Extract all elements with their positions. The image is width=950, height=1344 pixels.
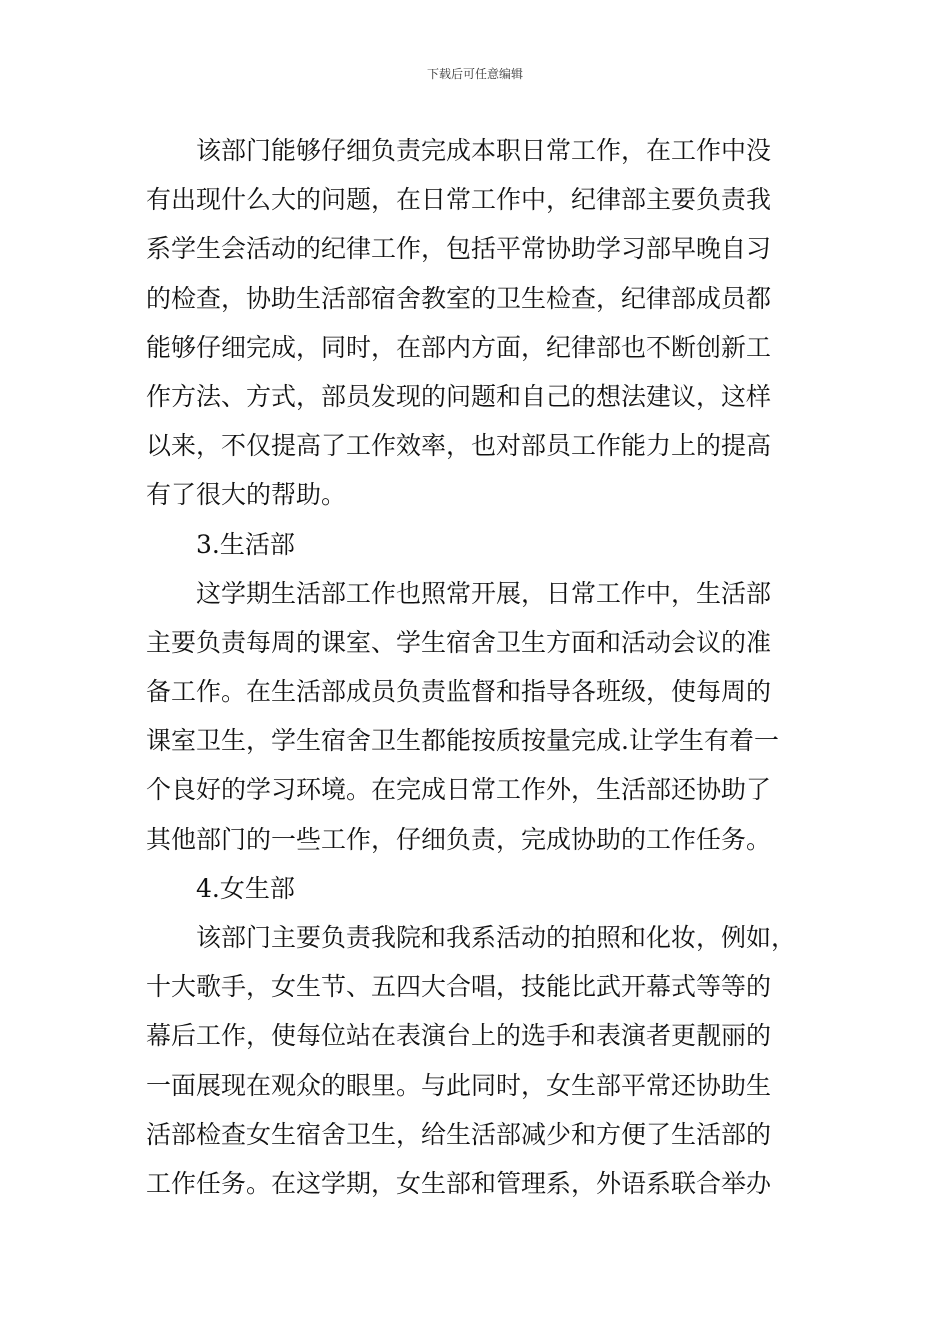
- text-line: 作方法、方式，部员发现的问题和自己的想法建议，这样: [146, 381, 772, 411]
- text-line: 有了很大的帮助。: [146, 480, 347, 510]
- text-line: 一面展现在观众的眼里。与此同时，女生部平常还协助生: [146, 1070, 772, 1100]
- text-line: 以来，不仅提高了工作效率，也对部员工作能力上的提高: [146, 431, 772, 461]
- text-line: 备工作。在生活部成员负责监督和指导各班级，使每周的: [146, 677, 772, 707]
- text-line: 该部门能够仔细负责完成本职日常工作，在工作中没: [196, 136, 772, 165]
- text-line: 十大歌手，女生节、五四大合唱，技能比武开幕式等等的: [146, 972, 772, 1002]
- section-heading: 3.生活部: [196, 529, 295, 559]
- text-line: 该部门主要负责我院和我系活动的拍照和化妆，例如，: [196, 923, 797, 952]
- text-line: 活部检查女生宿舍卫生，给生活部减少和方便了生活部的: [146, 1119, 772, 1149]
- text-line: 课室卫生，学生宿舍卫生都能按质按量完成.让学生有着一: [146, 726, 779, 756]
- text-line: 幕后工作，使每位站在表演台上的选手和表演者更靓丽的: [146, 1021, 772, 1051]
- text-line: 工作任务。在这学期，女生部和管理系，外语系联合举办: [146, 1168, 772, 1198]
- text-line: 个良好的学习环境。在完成日常工作外，生活部还协助了: [146, 775, 772, 805]
- section-heading: 4.女生部: [196, 873, 295, 903]
- text-line: 的检查，协助生活部宿舍教室的卫生检查，纪律部成员都: [146, 283, 772, 313]
- text-line: 主要负责每周的课室、学生宿舍卫生方面和活动会议的准: [146, 627, 772, 657]
- text-line: 这学期生活部工作也照常开展，日常工作中，生活部: [196, 578, 772, 608]
- text-line: 系学生会活动的纪律工作，包括平常协助学习部早晚自习: [146, 234, 772, 264]
- text-line: 其他部门的一些工作，仔细负责，完成协助的工作任务。: [146, 824, 772, 854]
- text-line: 能够仔细完成，同时，在部内方面，纪律部也不断创新工: [146, 332, 772, 362]
- header-note: 下载后可任意编辑: [426, 67, 523, 81]
- body-text: [146, 126, 806, 1208]
- text-line: 有出现什么大的问题，在日常工作中，纪律部主要负责我: [146, 185, 772, 215]
